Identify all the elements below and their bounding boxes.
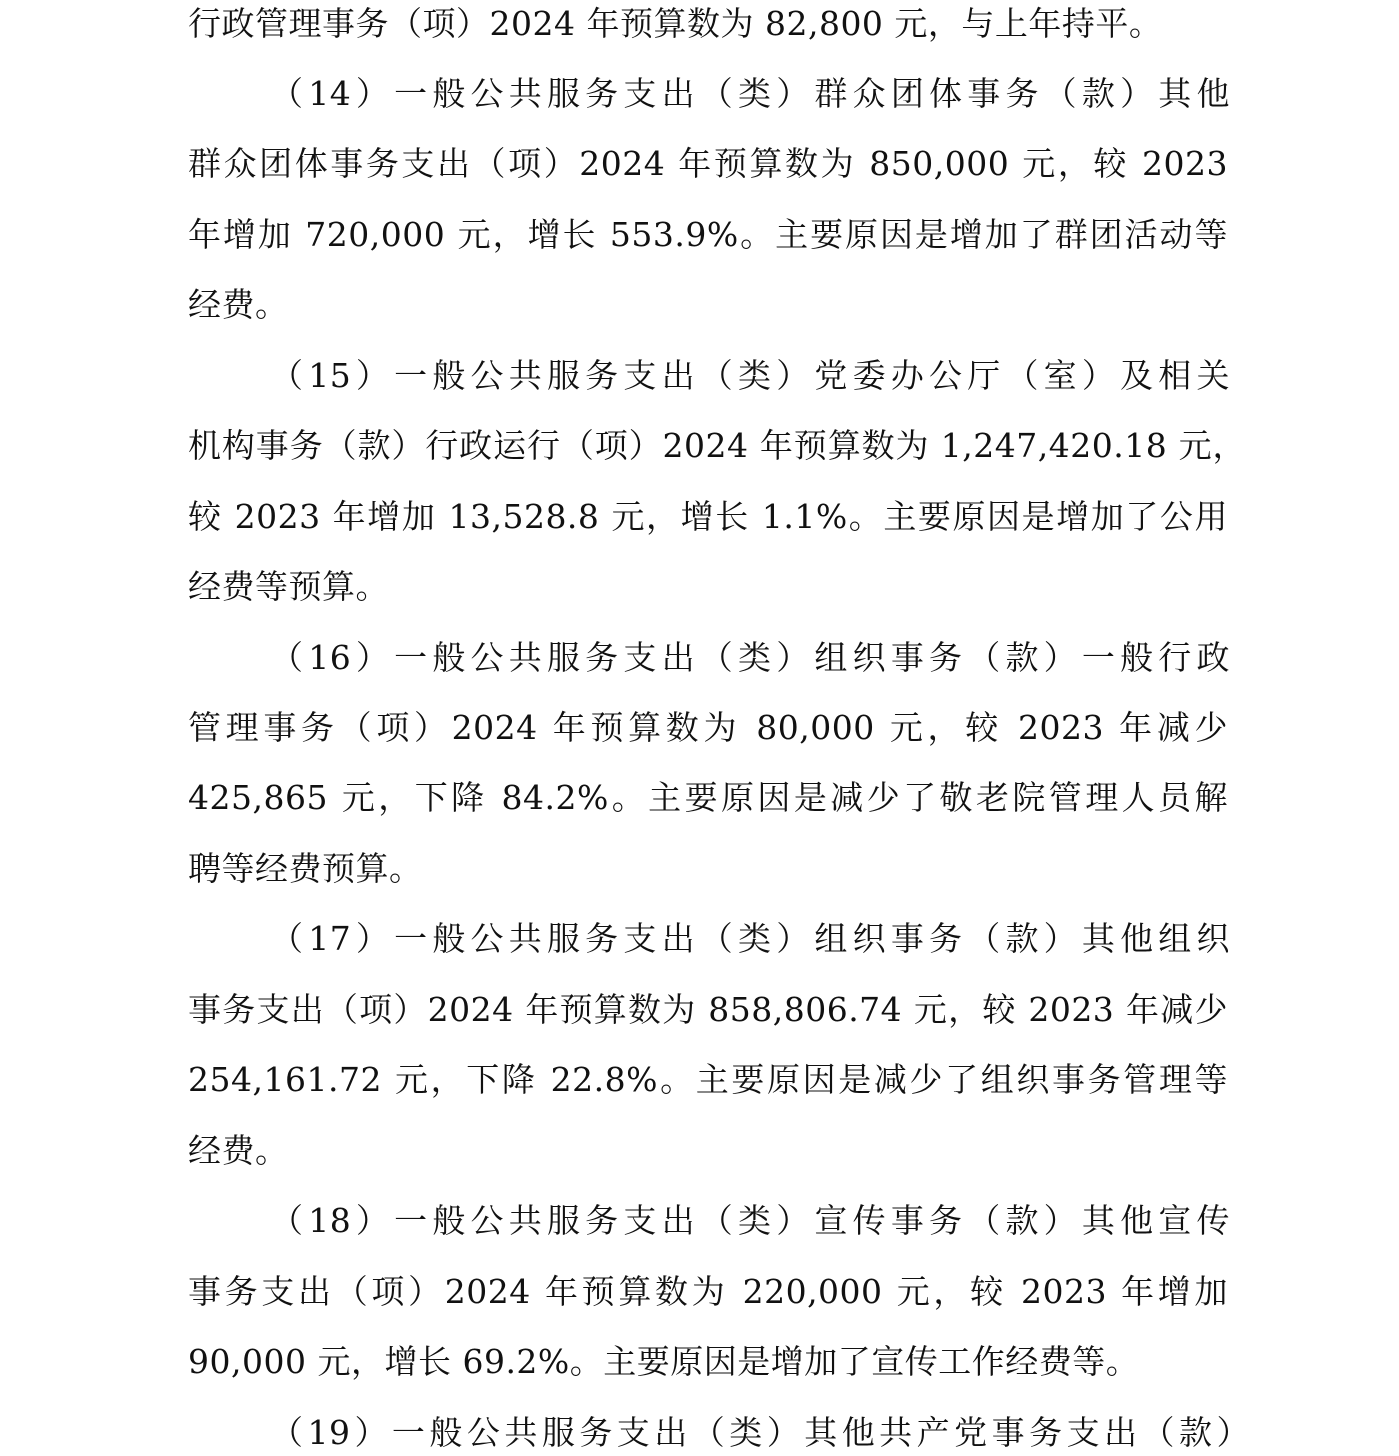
paragraph-14-line-4: 经费。: [188, 285, 289, 324]
paragraph-19-line-1: （19）一般公共服务支出（类）其他共产党事务支出（款）: [270, 1413, 1250, 1452]
paragraph-16-line-2: 管理事务（项）2024 年预算数为 80,000 元，较 2023 年减少: [188, 708, 1228, 747]
paragraph-18-line-1: （18）一般公共服务支出（类）宣传事务（款）其他宣传: [270, 1201, 1230, 1240]
paragraph-13-line-1: 行政管理事务（项）2024 年预算数为 82,800 元，与上年持平。: [188, 4, 1163, 43]
paragraph-15-line-2: 机构事务（款）行政运行（项）2024 年预算数为 1,247,420.18 元，: [188, 426, 1246, 465]
paragraph-14-line-2: 群众团体事务支出（项）2024 年预算数为 850,000 元，较 2023: [188, 144, 1228, 183]
paragraph-17-line-2: 事务支出（项）2024 年预算数为 858,806.74 元，较 2023 年减少: [188, 990, 1228, 1029]
paragraph-16-line-1: （16）一般公共服务支出（类）组织事务（款）一般行政: [270, 638, 1230, 677]
paragraph-17-line-3: 254,161.72 元，下降 22.8%。主要原因是减少了组织事务管理等: [188, 1060, 1228, 1099]
paragraph-17-line-4: 经费。: [188, 1131, 289, 1170]
paragraph-14-line-1: （14）一般公共服务支出（类）群众团体事务（款）其他: [270, 74, 1230, 113]
paragraph-15-line-4: 经费等预算。: [188, 567, 389, 606]
paragraph-14-line-3: 年增加 720,000 元，增长 553.9%。主要原因是增加了群团活动等: [188, 215, 1228, 254]
paragraph-17-line-1: （17）一般公共服务支出（类）组织事务（款）其他组织: [270, 919, 1230, 958]
paragraph-15-line-3: 较 2023 年增加 13,528.8 元，增长 1.1%。主要原因是增加了公用: [188, 497, 1228, 536]
paragraph-18-line-3: 90,000 元，增长 69.2%。主要原因是增加了宣传工作经费等。: [188, 1342, 1140, 1381]
paragraph-16-line-3: 425,865 元，下降 84.2%。主要原因是减少了敬老院管理人员解: [188, 778, 1228, 817]
paragraph-16-line-4: 聘等经费预算。: [188, 849, 423, 888]
paragraph-15-line-1: （15）一般公共服务支出（类）党委办公厅（室）及相关: [270, 356, 1230, 395]
paragraph-18-line-2: 事务支出（项）2024 年预算数为 220,000 元，较 2023 年增加: [188, 1272, 1228, 1311]
